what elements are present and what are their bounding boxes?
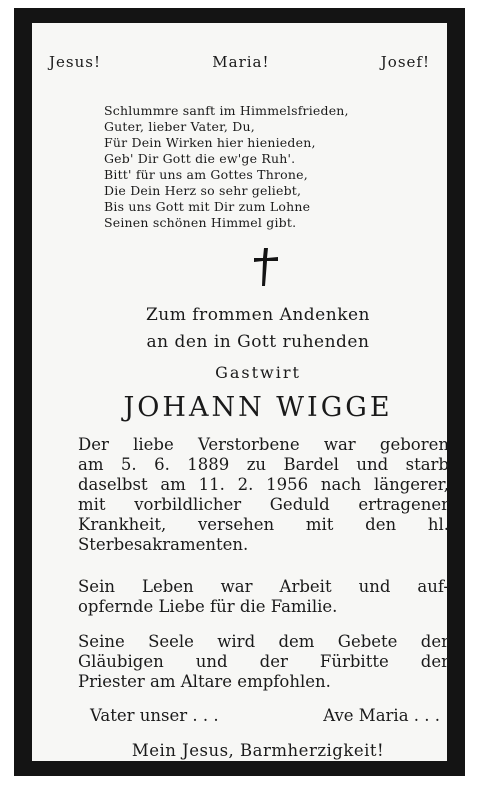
closing-invocation: Mein Jesus, Barmherzigkeit! bbox=[131, 741, 385, 760]
poem bbox=[104, 103, 424, 231]
memorial-card-border bbox=[14, 8, 465, 776]
poem-line: Für Dein Wirken hier hienieden, bbox=[104, 135, 316, 150]
poem-line: Bitt' für uns am Gottes Throne, bbox=[104, 167, 308, 182]
prayer-ave-maria: Ave Maria . . . bbox=[323, 706, 440, 725]
cross-icon bbox=[251, 246, 281, 290]
paragraph-line: mit vorbildlicher Geduld ertragener bbox=[78, 495, 449, 514]
paragraph-line: Priester am Altare empfohlen. bbox=[78, 672, 331, 691]
poem-line: Die Dein Herz so sehr geliebt, bbox=[104, 183, 302, 198]
header-josef: Josef! bbox=[380, 53, 430, 71]
memorial-line-2: an den in Gott ruhenden bbox=[146, 332, 370, 352]
header-invocation bbox=[49, 53, 430, 71]
prayer-request-paragraph bbox=[78, 632, 449, 692]
memorial-card bbox=[32, 23, 447, 761]
poem-line: Geb' Dir Gott die ew'ge Ruh'. bbox=[104, 151, 296, 166]
biography-paragraph bbox=[78, 435, 449, 555]
paragraph-line: Sterbesakramenten. bbox=[78, 535, 249, 554]
paragraph-line: Seine Seele wird dem Gebete der bbox=[78, 632, 449, 651]
poem-line: Seinen schönen Himmel gibt. bbox=[104, 215, 297, 230]
poem-line: Schlummre sanft im Himmelsfrieden, bbox=[104, 103, 349, 118]
poem-line: Guter, lieber Vater, Du, bbox=[104, 119, 255, 134]
prayer-line bbox=[90, 706, 440, 725]
life-paragraph bbox=[78, 577, 449, 617]
paragraph-line: am 5. 6. 1889 zu Bardel und starb bbox=[78, 455, 449, 474]
memorial-line-1: Zum frommen Andenken bbox=[145, 305, 371, 325]
header-maria: Maria! bbox=[212, 53, 270, 71]
paragraph-line: Gläubigen und der Fürbitte der bbox=[78, 652, 449, 671]
paragraph-line: Sein Leben war Arbeit und auf- bbox=[78, 577, 449, 596]
paragraph-line: Krankheit, versehen mit den hl. bbox=[78, 515, 449, 534]
header-jesus: Jesus! bbox=[49, 53, 101, 71]
paragraph-line: daselbst am 11. 2. 1956 nach längerer, bbox=[78, 475, 449, 494]
poem-line: Bis uns Gott mit Dir zum Lohne bbox=[104, 199, 311, 214]
deceased-name: JOHANN WIGGE bbox=[123, 392, 393, 423]
paragraph-line: Der liebe Verstorbene war geboren bbox=[78, 435, 449, 454]
prayer-vater-unser: Vater unser . . . bbox=[90, 706, 219, 725]
paragraph-line: opfernde Liebe für die Familie. bbox=[78, 597, 338, 616]
occupation: Gastwirt bbox=[215, 363, 301, 382]
